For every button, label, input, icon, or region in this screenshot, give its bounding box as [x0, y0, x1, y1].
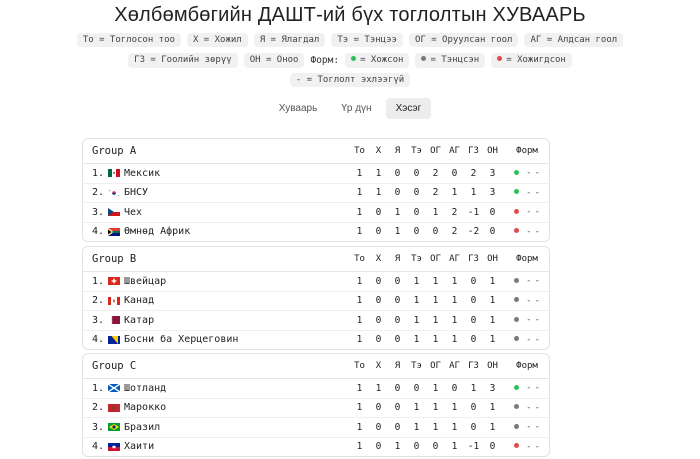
stat-cell: 1: [394, 226, 401, 238]
team-cell: [83, 226, 350, 237]
table-row[interactable]: [83, 438, 549, 457]
stat-cell: 1: [394, 206, 401, 218]
stat-cell: 0: [375, 441, 382, 453]
column-header: То: [354, 361, 365, 371]
team-cell: [83, 207, 350, 218]
stat-cell: 0: [470, 275, 477, 287]
stat-cell: 0: [470, 402, 477, 414]
table-row[interactable]: [83, 272, 549, 292]
column-header: ОН: [487, 254, 498, 264]
form-w-dot-icon: [514, 170, 519, 175]
form-pending: -: [526, 334, 532, 345]
column-header: Х: [375, 254, 382, 264]
form-cell: [506, 168, 548, 178]
stat-cell: 1: [451, 295, 458, 307]
team-cell: [83, 334, 350, 345]
legend-chip: ОГ = Оруулсан гоол: [409, 33, 519, 47]
column-header: Я: [394, 146, 401, 156]
form-pending: -: [526, 383, 532, 394]
tab-results[interactable]: Үр дүн: [341, 103, 372, 114]
stat-cell: 1: [413, 402, 420, 414]
table-row[interactable]: [83, 418, 549, 438]
stat-cell: 0: [394, 314, 401, 326]
team-rank: 1.: [92, 275, 105, 287]
draw-dot-icon: [421, 56, 426, 61]
stat-cell: 1: [356, 206, 363, 218]
stat-cell: 1: [432, 206, 439, 218]
stat-cell: 0: [394, 167, 401, 179]
legend-chip: Х = Хожил: [187, 33, 248, 47]
form-cell: [506, 188, 548, 198]
legend-row-1: [60, 33, 640, 47]
team-name: Катар: [124, 314, 155, 326]
group-table: [82, 246, 550, 350]
page-title: Хөлбөмбөгийн ДАШТ-ий бүх тоглолтын ХУВААРЬ: [114, 4, 586, 26]
form-w-dot-icon: [514, 385, 519, 390]
stat-cell: 1: [451, 421, 458, 433]
team-rank: 4.: [92, 226, 105, 238]
team-name: Хаити: [124, 441, 155, 453]
form-pending: -: [534, 187, 540, 198]
south-africa-flag-icon: [108, 228, 120, 236]
column-header: ГЗ: [468, 254, 479, 264]
stat-cell: 3: [489, 187, 496, 199]
stat-cell: 1: [413, 314, 420, 326]
stat-cell: 1: [356, 402, 363, 414]
bosnia-flag-icon: [108, 336, 120, 344]
qatar-flag-icon: [108, 316, 120, 324]
form-cell: [506, 422, 548, 432]
form-pending: -: [534, 276, 540, 287]
column-header: Тэ: [411, 146, 422, 156]
column-header: АГ: [449, 146, 460, 156]
stat-cell: 1: [432, 402, 439, 414]
stat-cell: 1: [356, 295, 363, 307]
team-name: Мексик: [124, 167, 161, 179]
stat-cell: 0: [451, 382, 458, 394]
form-pending: -: [534, 207, 540, 218]
form-pending: -: [534, 422, 540, 433]
stat-cell: 1: [356, 226, 363, 238]
stat-cell: 0: [375, 275, 382, 287]
stat-cell: 1: [451, 275, 458, 287]
scotland-flag-icon: [108, 384, 120, 392]
stat-cell: 0: [394, 187, 401, 199]
stat-cell: 0: [413, 441, 420, 453]
form-pending: -: [534, 383, 540, 394]
group-name: Group C: [92, 360, 137, 372]
legend-chip: Тэ = Тэнцээ: [331, 33, 403, 47]
stat-cell: 0: [394, 334, 401, 346]
team-name: Бразил: [124, 421, 161, 433]
form-pending: -: [534, 295, 540, 306]
stat-cell: 1: [489, 275, 496, 287]
stat-cell: 1: [451, 334, 458, 346]
stat-cell: 1: [413, 295, 420, 307]
stat-cell: -1: [467, 441, 480, 453]
stat-cell: 3: [489, 167, 496, 179]
team-cell: [83, 276, 350, 287]
form-pending: -: [526, 295, 532, 306]
team-rank: 3.: [92, 421, 105, 433]
stat-cell: 0: [432, 441, 439, 453]
form-pending: -: [526, 441, 532, 452]
table-row[interactable]: [83, 203, 549, 223]
form-d-dot-icon: [514, 404, 519, 409]
team-rank: 3.: [92, 314, 105, 326]
stat-cell: 1: [356, 187, 363, 199]
stat-cell: 1: [451, 402, 458, 414]
column-header: Я: [394, 361, 401, 371]
column-header: ОГ: [430, 361, 441, 371]
form-pending: -: [534, 334, 540, 345]
form-l-dot-icon: [514, 443, 519, 448]
stat-cell: -1: [467, 206, 480, 218]
stat-cell: 1: [356, 441, 363, 453]
table-row[interactable]: [83, 379, 549, 399]
form-pending: -: [526, 207, 532, 218]
switzerland-flag-icon: [108, 277, 120, 285]
stat-cell: 0: [375, 421, 382, 433]
team-rank: 3.: [92, 206, 105, 218]
column-header: АГ: [449, 361, 460, 371]
legend-chip-gz: ГЗ = Гоолийн зөрүү: [128, 53, 238, 68]
form-pending: -: [534, 168, 540, 179]
stat-cell: 2: [432, 187, 439, 199]
stat-cell: 1: [413, 421, 420, 433]
form-cell: [506, 315, 548, 325]
column-header: Тэ: [411, 254, 422, 264]
stat-cell: 1: [489, 334, 496, 346]
table-row[interactable]: [83, 223, 549, 242]
view-tabs: [0, 98, 700, 119]
stat-cell: 3: [489, 382, 496, 394]
stat-cell: 1: [489, 314, 496, 326]
stat-cell: 1: [470, 187, 477, 199]
form-cell: [506, 207, 548, 217]
stat-cell: 0: [394, 275, 401, 287]
form-pending: -: [534, 441, 540, 452]
team-name: Чех: [124, 206, 143, 218]
legend-chip-on: ОН = Оноо: [244, 53, 305, 68]
stat-cell: 0: [470, 314, 477, 326]
group-table: [82, 138, 550, 242]
loss-dot-icon: [497, 56, 502, 61]
form-cell: [506, 383, 548, 393]
stat-cell: 0: [375, 295, 382, 307]
stat-cell: 0: [394, 402, 401, 414]
stat-cell: 1: [432, 421, 439, 433]
group-header: [83, 354, 549, 379]
form-d-dot-icon: [514, 424, 519, 429]
column-header-form: Форм: [516, 361, 538, 371]
stat-cell: 1: [432, 295, 439, 307]
stat-cell: 1: [489, 402, 496, 414]
form-pending: -: [526, 168, 532, 179]
brazil-flag-icon: [108, 423, 120, 431]
table-row[interactable]: [83, 184, 549, 204]
team-name: Марокко: [124, 402, 167, 414]
form-d-dot-icon: [514, 317, 519, 322]
team-rank: 1.: [92, 382, 105, 394]
team-name: Канад: [124, 295, 155, 307]
tab-groups[interactable]: Хэсэг: [386, 98, 432, 119]
win-dot-icon: [351, 56, 356, 61]
team-cell: [83, 168, 350, 179]
form-cell: [506, 403, 548, 413]
stat-cell: 0: [489, 441, 496, 453]
stat-cell: 1: [432, 382, 439, 394]
column-header: Х: [375, 361, 382, 371]
stat-cell: 1: [489, 421, 496, 433]
stat-cell: 0: [375, 314, 382, 326]
stat-cell: 1: [356, 167, 363, 179]
team-rank: 1.: [92, 167, 105, 179]
team-name: Швейцар: [124, 275, 167, 287]
legend-chip: То = Тоглосон тоо: [77, 33, 181, 47]
stat-cell: 1: [375, 382, 382, 394]
legend-row-3: [60, 73, 640, 87]
column-header: ОН: [487, 361, 498, 371]
form-cell: [506, 335, 548, 345]
stat-cell: 1: [356, 334, 363, 346]
team-cell: [83, 422, 350, 433]
stat-cell: 0: [375, 206, 382, 218]
stat-cell: 0: [470, 421, 477, 433]
legend-chip-pending: - = Тоглолт эхлээгүй: [290, 73, 410, 87]
group-name: Group B: [92, 253, 137, 265]
team-cell: [83, 187, 350, 198]
stat-cell: 1: [356, 382, 363, 394]
column-header: То: [354, 146, 365, 156]
column-header: Тэ: [411, 361, 422, 371]
stat-cell: 1: [413, 275, 420, 287]
team-name: БНСУ: [124, 187, 149, 199]
team-rank: 2.: [92, 295, 105, 307]
stat-cell: 0: [375, 334, 382, 346]
stat-cell: 1: [451, 187, 458, 199]
team-rank: 4.: [92, 334, 105, 346]
korea-flag-icon: [108, 189, 120, 197]
form-d-dot-icon: [514, 297, 519, 302]
team-cell: [83, 383, 350, 394]
stat-cell: 1: [489, 295, 496, 307]
table-row[interactable]: [83, 331, 549, 350]
morocco-flag-icon: [108, 404, 120, 412]
form-cell: [506, 442, 548, 452]
stat-cell: 0: [394, 421, 401, 433]
stat-cell: 0: [489, 206, 496, 218]
column-header: ГЗ: [468, 361, 479, 371]
legend-chip-win: = Хожсон: [345, 53, 409, 68]
legend-chip-loss: = Хожигдсон: [491, 53, 572, 68]
stat-cell: 0: [470, 334, 477, 346]
stat-cell: 0: [413, 187, 420, 199]
column-header: ОН: [487, 146, 498, 156]
legend-chip: Я = Ялагдал: [254, 33, 326, 47]
form-cell: [506, 276, 548, 286]
stat-cell: 0: [413, 226, 420, 238]
stat-cell: 0: [375, 402, 382, 414]
table-row[interactable]: [83, 292, 549, 312]
stat-cell: 1: [432, 334, 439, 346]
form-pending: -: [526, 402, 532, 413]
table-row[interactable]: [83, 164, 549, 184]
stat-cell: 0: [489, 226, 496, 238]
column-header: ОГ: [430, 254, 441, 264]
tab-schedule[interactable]: Хуваарь: [278, 103, 318, 114]
stat-cell: -2: [467, 226, 480, 238]
column-header: То: [354, 254, 365, 264]
stat-cell: 0: [375, 226, 382, 238]
stat-cell: 1: [356, 275, 363, 287]
stat-cell: 0: [413, 382, 420, 394]
team-cell: [83, 315, 350, 326]
stat-cell: 0: [432, 226, 439, 238]
legend-row-2: [60, 53, 640, 68]
form-cell: [506, 227, 548, 237]
form-pending: -: [526, 315, 532, 326]
legend-form-label: Форм:: [310, 55, 340, 66]
form-pending: -: [526, 226, 532, 237]
stat-cell: 1: [432, 314, 439, 326]
canada-flag-icon: [108, 297, 120, 305]
stat-cell: 0: [413, 167, 420, 179]
stat-cell: 1: [356, 314, 363, 326]
form-w-dot-icon: [514, 189, 519, 194]
team-name: Өмнөд Африк: [124, 226, 191, 238]
team-cell: [83, 295, 350, 306]
form-cell: [506, 296, 548, 306]
legend-chip-draw: = Тэнцсэн: [415, 53, 485, 68]
form-pending: -: [534, 315, 540, 326]
form-d-dot-icon: [514, 278, 519, 283]
column-header-form: Форм: [516, 254, 538, 264]
group-table: [82, 353, 550, 457]
form-pending: -: [526, 187, 532, 198]
team-rank: 2.: [92, 187, 105, 199]
column-header: Я: [394, 254, 401, 264]
table-row[interactable]: [83, 399, 549, 419]
stat-cell: 0: [413, 206, 420, 218]
stat-cell: 1: [375, 187, 382, 199]
stat-cell: 1: [451, 441, 458, 453]
column-header-form: Форм: [516, 146, 538, 156]
team-rank: 4.: [92, 441, 105, 453]
group-header: [83, 139, 549, 164]
mexico-flag-icon: [108, 169, 120, 177]
stat-cell: 1: [432, 275, 439, 287]
stat-cell: 1: [375, 167, 382, 179]
team-name: Босни ба Херцеговин: [124, 334, 239, 346]
form-pending: -: [534, 226, 540, 237]
stat-cell: 2: [451, 206, 458, 218]
group-header: [83, 247, 549, 272]
stat-cell: 1: [470, 382, 477, 394]
stat-cell: 1: [451, 314, 458, 326]
stat-cell: 0: [451, 167, 458, 179]
stat-cell: 1: [413, 334, 420, 346]
stat-cell: 0: [470, 295, 477, 307]
stat-cell: 2: [451, 226, 458, 238]
team-name: Шотланд: [124, 382, 167, 394]
stat-cell: 2: [432, 167, 439, 179]
form-l-dot-icon: [514, 228, 519, 233]
team-cell: [83, 402, 350, 413]
form-pending: -: [534, 402, 540, 413]
team-rank: 2.: [92, 402, 105, 414]
legend-chip: АГ = Алдсан гоол: [524, 33, 623, 47]
stat-cell: 0: [394, 382, 401, 394]
haiti-flag-icon: [108, 443, 120, 451]
column-header: Х: [375, 146, 382, 156]
form-pending: -: [526, 422, 532, 433]
stat-cell: 1: [394, 441, 401, 453]
form-l-dot-icon: [514, 209, 519, 214]
stat-cell: 0: [394, 295, 401, 307]
stat-cell: 2: [470, 167, 477, 179]
column-header: АГ: [449, 254, 460, 264]
group-name: Group A: [92, 145, 137, 157]
column-header: ОГ: [430, 146, 441, 156]
team-cell: [83, 441, 350, 452]
table-row[interactable]: [83, 311, 549, 331]
czech-flag-icon: [108, 208, 120, 216]
column-header: ГЗ: [468, 146, 479, 156]
form-pending: -: [526, 276, 532, 287]
form-d-dot-icon: [514, 336, 519, 341]
stat-cell: 1: [356, 421, 363, 433]
